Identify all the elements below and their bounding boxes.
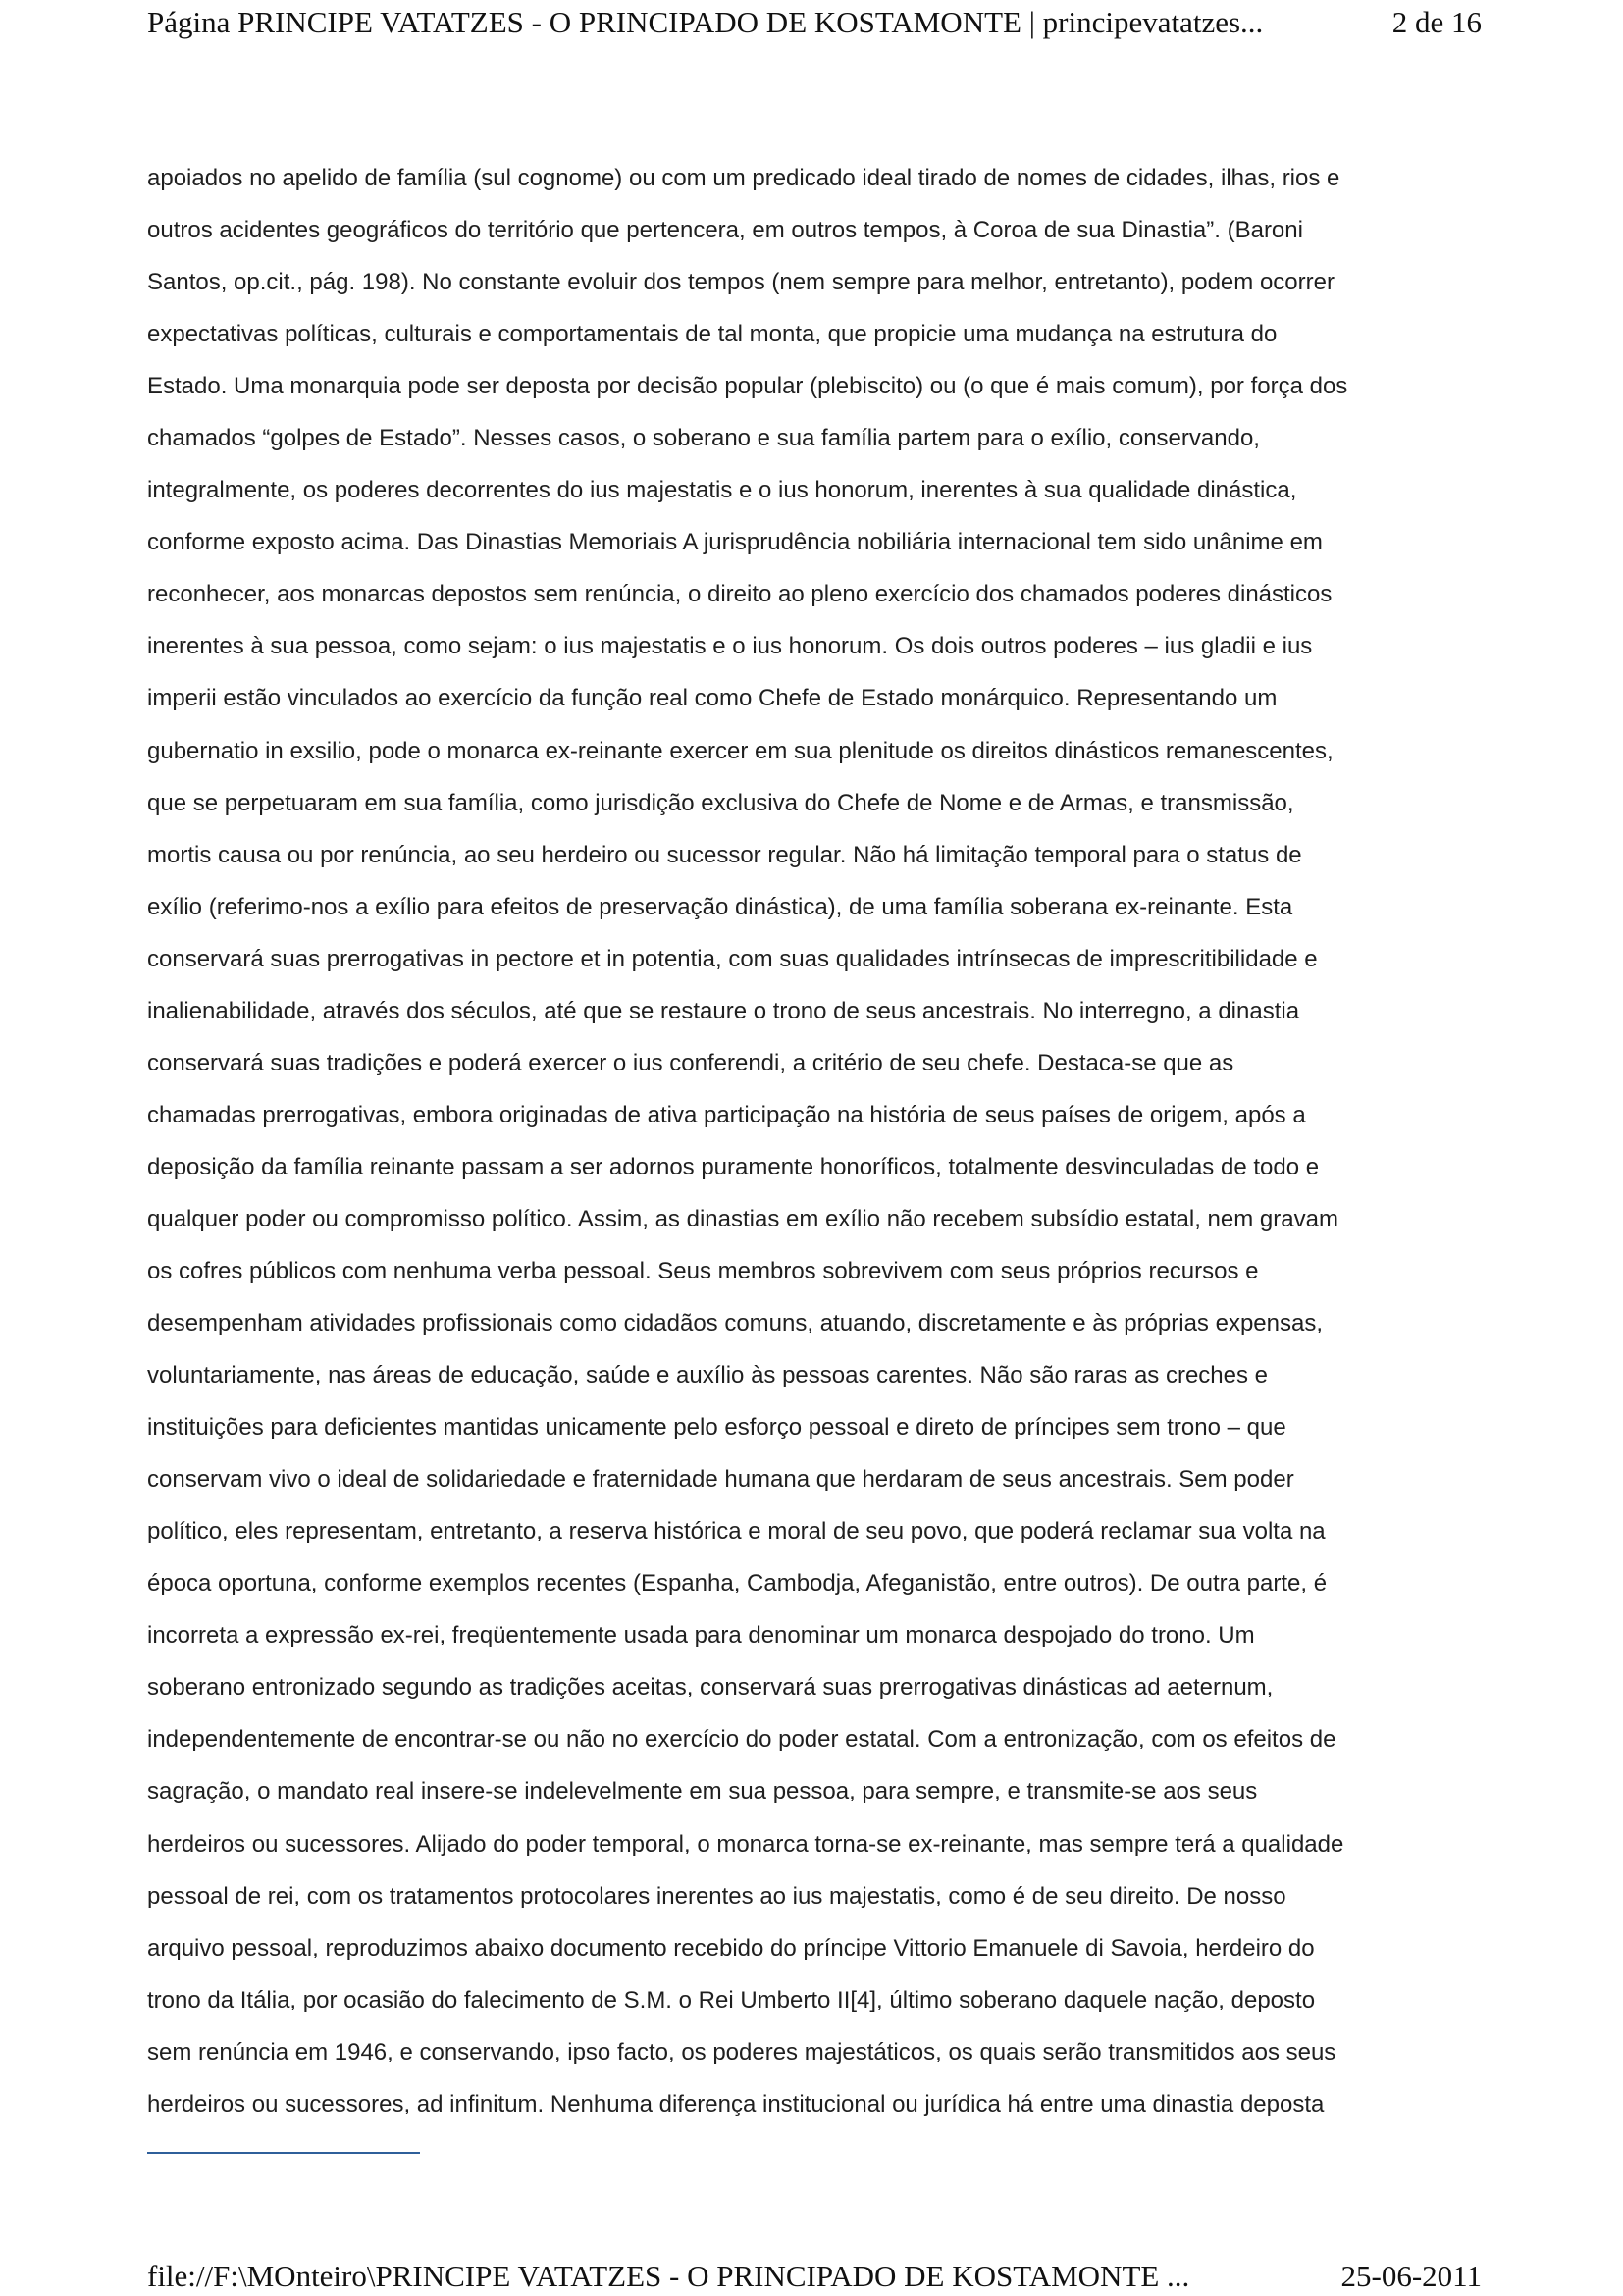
body-line: inerentes à sua pessoa, como sejam: o ius majestatis e o ius honorum. Os dois outros poderes – ius gladii e ius — [147, 633, 1313, 660]
body-line: político, eles representam, entretanto, a reserva histórica e moral de seu povo, que poderá reclamar sua volta na — [147, 1518, 1326, 1545]
body-line: incorreta a expressão ex-rei, freqüentemente usada para denominar um monarca despojado do trono. Um — [147, 1622, 1255, 1649]
body-line: chamados “golpes de Estado”. Nesses casos, o soberano e sua família partem para o exílio, conservando, — [147, 425, 1260, 452]
body-line: desempenham atividades profissionais como cidadãos comuns, atuando, discretamente e às próprias expensas, — [147, 1310, 1324, 1337]
body-line: conservará suas prerrogativas in pectore et in potentia, com suas qualidades intrínsecas de imprescritibilidade e — [147, 945, 1318, 972]
body-line: herdeiros ou sucessores, ad infinitum. Nenhuma diferença institucional ou jurídica há entre uma dinastia deposta — [147, 2090, 1325, 2117]
body-line: deposição da família reinante passam a ser adornos puramente honoríficos, totalmente desvinculadas de todo e — [147, 1153, 1320, 1180]
document-body — [147, 152, 1474, 2130]
body-line: trono da Itália, por ocasião do falecimento de S.M. o Rei Umberto II[4], último soberano daquele nação, deposto — [147, 1986, 1316, 2013]
page-header — [147, 2, 1482, 43]
body-line: conservam vivo o ideal de solidariedade e fraternidade humana que herdaram de seus ancestrais. Sem poder — [147, 1466, 1294, 1493]
body-line: sem renúncia em 1946, e conservando, ipso facto, os poderes majestáticos, os quais serão transmitidos aos seus — [147, 2038, 1336, 2065]
body-line: os cofres públicos com nenhuma verba pessoal. Seus membros sobrevivem com seus próprios recursos e — [147, 1257, 1259, 1284]
body-line: inalienabilidade, através dos séculos, até que se restaure o trono de seus ancestrais. No interregno, a dinastia — [147, 997, 1300, 1024]
body-line: exílio (referimo-nos a exílio para efeitos de preservação dinástica), de uma família soberana ex-reinante. Esta — [147, 893, 1293, 920]
body-line: integralmente, os poderes decorrentes do ius majestatis e o ius honorum, inerentes à sua qualidade dinástica, — [147, 477, 1297, 504]
print-date: 25-06-2011 — [1340, 2259, 1482, 2293]
body-line: herdeiros ou sucessores. Alijado do poder temporal, o monarca torna-se ex-reinante, mas sempre terá a qualidade — [147, 1830, 1344, 1857]
body-line: que se perpetuaram em sua família, como jurisdição exclusiva do Chefe de Nome e de Armas, e transmissão, — [147, 789, 1294, 816]
body-line: imperii estão vinculados ao exercício da função real como Chefe de Estado monárquico. Representando um — [147, 685, 1278, 712]
body-line: soberano entronizado segundo as tradições aceitas, conservará suas prerrogativas dinásticas ad aeternum, — [147, 1674, 1274, 1701]
body-line: conforme exposto acima. Das Dinastias Memoriais A jurisprudência nobiliária internacional tem sido unânime em — [147, 529, 1323, 556]
body-line: voluntariamente, nas áreas de educação, saúde e auxílio às pessoas carentes. Não são raras as creches e — [147, 1362, 1269, 1389]
body-line: outros acidentes geográficos do território que pertencera, em outros tempos, à Coroa de sua Dinastia”. (Baroni — [147, 217, 1303, 244]
body-line: independentemente de encontrar-se ou não no exercício do poder estatal. Com a entronização, com os efeitos de — [147, 1726, 1336, 1753]
body-line: conservará suas tradições e poderá exercer o ius conferendi, a critério de seu chefe. Destaca-se que as — [147, 1049, 1234, 1076]
footnote-divider — [147, 2152, 420, 2154]
body-line: arquivo pessoal, reproduzimos abaixo documento recebido do príncipe Vittorio Emanuele di Savoia, herdeiro do — [147, 1934, 1315, 1961]
page-number-indicator: 2 de 16 — [1391, 5, 1482, 39]
body-line: reconhecer, aos monarcas depostos sem renúncia, o direito ao pleno exercício dos chamados poderes dinásticos — [147, 581, 1333, 608]
file-path: file://F:\MOnteiro\PRINCIPE VATATZES - O PRINCIPADO DE KOSTAMONTE ... — [147, 2259, 1190, 2293]
body-line: gubernatio in exsilio, pode o monarca ex-reinante exercer em sua plenitude os direitos dinásticos remanescentes, — [147, 737, 1334, 764]
page-footer — [147, 2257, 1482, 2296]
body-line: apoiados no apelido de família (sul cognome) ou com um predicado ideal tirado de nomes de cidades, ilhas, rios e — [147, 165, 1340, 191]
body-line: qualquer poder ou compromisso político. Assim, as dinastias em exílio não recebem subsídio estatal, nem gravam — [147, 1205, 1338, 1232]
body-line: Santos, op.cit., pág. 198). No constante evoluir dos tempos (nem sempre para melhor, entretanto), podem ocorrer — [147, 269, 1335, 296]
body-line: sagração, o mandato real insere-se indelevelmente em sua pessoa, para sempre, e transmite-se aos seus — [147, 1778, 1258, 1805]
body-line: mortis causa ou por renúncia, ao seu herdeiro ou sucessor regular. Não há limitação temporal para o status de — [147, 841, 1302, 868]
body-line: instituições para deficientes mantidas unicamente pelo esforço pessoal e direto de príncipes sem trono – que — [147, 1414, 1286, 1441]
body-line: pessoal de rei, com os tratamentos protocolares inerentes ao ius majestatis, como é de seu direito. De nosso — [147, 1882, 1286, 1909]
body-line: época oportuna, conforme exemplos recentes (Espanha, Cambodja, Afeganistão, entre outros). De outra parte, é — [147, 1570, 1328, 1597]
body-line: expectativas políticas, culturais e comportamentais de tal monta, que propicie uma mudança na estrutura do — [147, 321, 1278, 348]
body-line: Estado. Uma monarquia pode ser deposta por decisão popular (plebiscito) ou (o que é mais comum), por força dos — [147, 373, 1348, 400]
page-header-title: Página PRINCIPE VATATZES - O PRINCIPADO DE KOSTAMONTE | principevatatzes... — [147, 5, 1264, 39]
body-line: chamadas prerrogativas, embora originadas de ativa participação na história de seus países de origem, após a — [147, 1101, 1306, 1128]
